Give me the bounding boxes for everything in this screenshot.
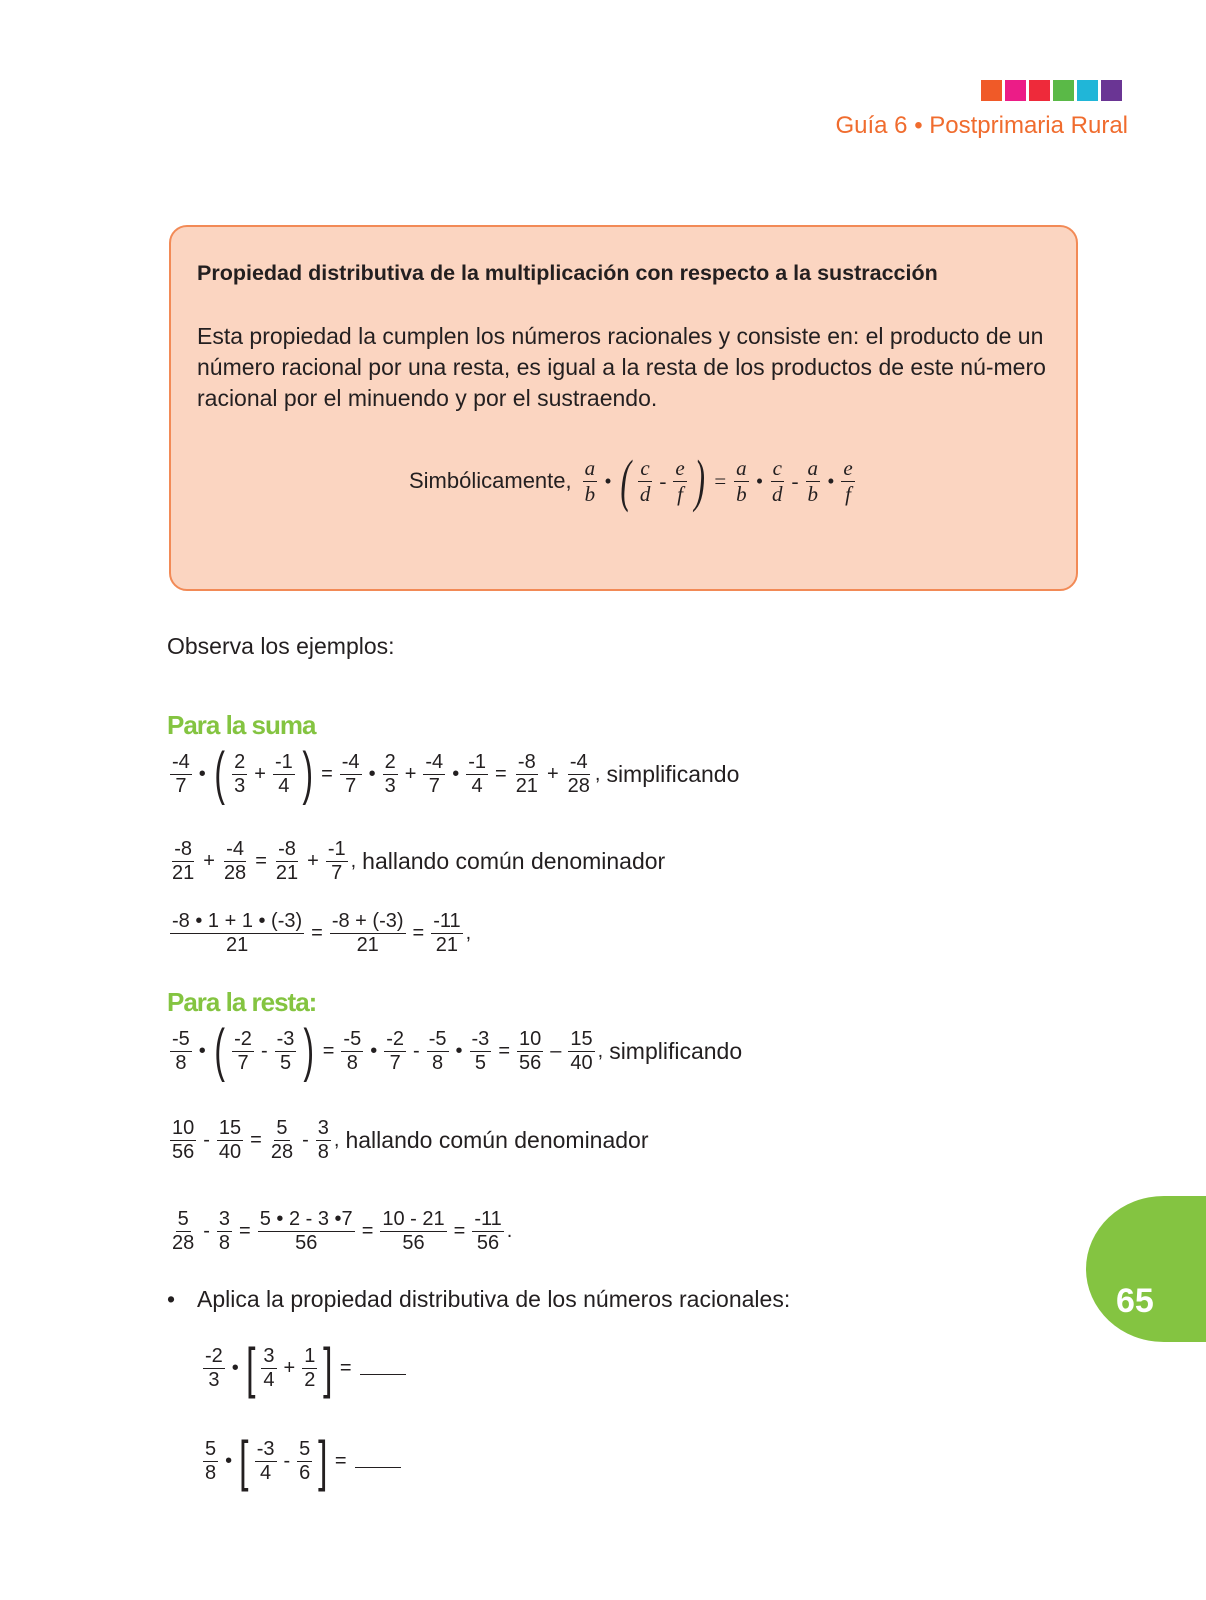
- fraction: $\frac{c}{d}$: [639, 456, 651, 506]
- color-square: [1077, 80, 1098, 101]
- formula-label: Simbólicamente,: [409, 468, 572, 494]
- step-label: simplificando: [609, 1037, 743, 1064]
- fraction: $\frac{-8 + (-3)}{21}$: [331, 910, 404, 956]
- fraction: $\frac{15}{40}$: [570, 1027, 593, 1074]
- fraction: $\frac{-4}{7}$: [172, 750, 190, 797]
- fraction: $\frac{-5}{8}$: [343, 1027, 362, 1074]
- fraction: $\frac{3}{8}$: [218, 1208, 231, 1254]
- color-square: [981, 80, 1002, 101]
- right-paren: ): [694, 448, 705, 513]
- fraction: $\frac{e}{f}$: [843, 456, 853, 506]
- suma-line-1: $\frac{-4}{7}$ • ( $\frac{2}{3}$ + $\frac{-1}{4}$ ) = $\frac{-4}{7}$ • $\frac{2}{3}$ + $\frac{-4}{7}$ • $\frac{-1}{4}$ = $\frac{-8}{21}$ + $\frac{-4}{28}$ , simplificando: [172, 741, 740, 806]
- fraction: $\frac{-8}{21}$: [515, 750, 538, 797]
- fraction: $\frac{-1}{4}$: [274, 750, 293, 797]
- fraction: $\frac{c}{d}$: [772, 456, 783, 506]
- answer-blank[interactable]: [360, 1361, 406, 1375]
- color-square: [1005, 80, 1026, 101]
- color-squares: [981, 80, 1122, 101]
- fraction: $\frac{-3}{5}$: [276, 1027, 295, 1074]
- fraction: $\frac{-4}{7}$: [425, 750, 444, 797]
- answer-blank[interactable]: [355, 1454, 401, 1468]
- box-title: Propiedad distributiva de la multiplicación con respecto a la sustracción: [197, 261, 938, 285]
- fraction: $\frac{-2}{3}$: [205, 1344, 223, 1391]
- fraction: $\frac{10}{56}$: [172, 1117, 195, 1163]
- fraction: $\frac{-8}{21}$: [275, 838, 299, 884]
- fraction: $\frac{-8 • 1 + 1 • (-3)}{21}$: [172, 910, 303, 956]
- resta-line-2: $\frac{10}{56}$ - $\frac{15}{40}$ = $\frac{5}{28}$ - $\frac{3}{8}$ , hallando común denominador: [172, 1117, 649, 1163]
- dot-operator: •: [755, 468, 764, 493]
- fraction: $\frac{10}{56}$: [519, 1027, 542, 1074]
- fraction: $\frac{3}{4}$: [263, 1344, 275, 1391]
- exercise-2: $\frac{5}{8}$ • [ $\frac{-3}{4}$ - $\frac{5}{6}$ ] =: [200, 1436, 401, 1486]
- suma-line-3: $\frac{-8 • 1 + 1 • (-3)}{21}$ = $\frac{-8 + (-3)}{21}$ = $\frac{-11}{21}$ ,: [172, 910, 472, 956]
- fraction: $\frac{1}{2}$: [304, 1344, 316, 1391]
- resta-line-1: $\frac{-5}{8}$ • ( $\frac{-2}{7}$ - $\frac{-3}{5}$ ) = $\frac{-5}{8}$ • $\frac{-2}{7}$ - $\frac{-5}{8}$ • $\frac{-3}{5}$ = $\frac{10}{56}$ – $\frac{15}{40}$ , simplificando: [172, 1018, 743, 1083]
- fraction: $\frac{e}{f}$: [675, 456, 685, 506]
- suma-line-2: $\frac{-8}{21}$ + $\frac{-4}{28}$ = $\frac{-8}{21}$ + $\frac{-1}{7}$ , hallando común denominador: [172, 838, 666, 884]
- step-label: hallando común denominador: [345, 1127, 649, 1153]
- page-number-tab: [1086, 1196, 1206, 1342]
- color-square: [1029, 80, 1050, 101]
- fraction: $\frac{a}{b}$: [736, 456, 747, 506]
- minus-operator: -: [659, 468, 667, 493]
- exercise-bullet: •: [167, 1286, 176, 1312]
- fraction: $\frac{-5}{8}$: [428, 1027, 447, 1074]
- definition-box: [169, 225, 1078, 591]
- fraction: $\frac{5}{8}$: [205, 1437, 217, 1484]
- fraction: $\frac{2}{3}$: [384, 750, 396, 797]
- fraction: $\frac{2}{3}$: [234, 750, 246, 797]
- symbolic-formula: [409, 448, 858, 513]
- fraction: $\frac{5}{28}$: [270, 1117, 294, 1163]
- fraction: $\frac{5}{6}$: [299, 1437, 311, 1484]
- fraction: $\frac{-1}{4}$: [468, 750, 486, 797]
- fraction: $\frac{-1}{7}$: [327, 838, 346, 884]
- exercise-1: $\frac{-2}{3}$ • [ $\frac{3}{4}$ + $\frac{1}{2}$ ] =: [200, 1343, 406, 1393]
- fraction: $\frac{-8}{21}$: [172, 838, 195, 884]
- fraction: $\frac{-2}{7}$: [234, 1027, 252, 1074]
- color-square: [1101, 80, 1122, 101]
- intro-text: Observa los ejemplos:: [167, 633, 395, 659]
- color-square: [1053, 80, 1074, 101]
- dot-operator: •: [827, 468, 835, 493]
- fraction: $\frac{10 - 21}{56}$: [382, 1208, 445, 1254]
- fraction: $\frac{-4}{28}$: [567, 750, 590, 797]
- fraction: $\frac{3}{8}$: [317, 1117, 329, 1163]
- step-label: hallando común denominador: [362, 848, 666, 874]
- guide-header: Guía 6 • Postprimaria Rural: [835, 112, 1128, 139]
- fraction: $\frac{5 • 2 - 3 •7}{56}$: [259, 1208, 353, 1254]
- fraction: $\frac{a}{b}$: [807, 456, 819, 506]
- fraction: $\frac{-3}{5}$: [471, 1027, 490, 1074]
- fraction: $\frac{-3}{4}$: [256, 1437, 275, 1484]
- fraction: $\frac{-11}{56}$: [474, 1208, 502, 1254]
- dot-operator: •: [604, 468, 612, 493]
- fraction: $\frac{a}{b}$: [584, 456, 596, 506]
- fraction: $\frac{5}{28}$: [172, 1208, 195, 1254]
- exercise-instruction: Aplica la propiedad distributiva de los números racionales:: [197, 1286, 791, 1312]
- fraction: $\frac{-2}{7}$: [386, 1027, 405, 1074]
- step-label: simplificando: [606, 760, 740, 787]
- fraction: $\frac{15}{40}$: [218, 1117, 242, 1163]
- formula-math: [580, 448, 858, 513]
- resta-heading: Para la resta:: [167, 987, 317, 1017]
- resta-line-3: $\frac{5}{28}$ - $\frac{3}{8}$ = $\frac{5 • 2 - 3 •7}{56}$ = $\frac{10 - 21}{56}$ = $\frac{-11}{56}$ .: [172, 1208, 513, 1254]
- fraction: $\frac{-5}{8}$: [172, 1027, 190, 1074]
- box-text: Esta propiedad la cumplen los números racionales y consiste en: el producto de un número racional por una resta, es igual a la resta de los productos de este nú-mero racional por el minuendo y por el sustraendo.: [197, 323, 1046, 411]
- page-number: 65: [1116, 1282, 1154, 1320]
- minus-operator: -: [791, 468, 799, 493]
- suma-heading: Para la suma: [167, 710, 316, 740]
- left-paren: (: [619, 448, 631, 513]
- fraction: $\frac{-4}{28}$: [223, 838, 247, 884]
- fraction: $\frac{-11}{21}$: [433, 910, 461, 956]
- fraction: $\frac{-4}{7}$: [341, 750, 360, 797]
- equals-operator: =: [712, 468, 728, 493]
